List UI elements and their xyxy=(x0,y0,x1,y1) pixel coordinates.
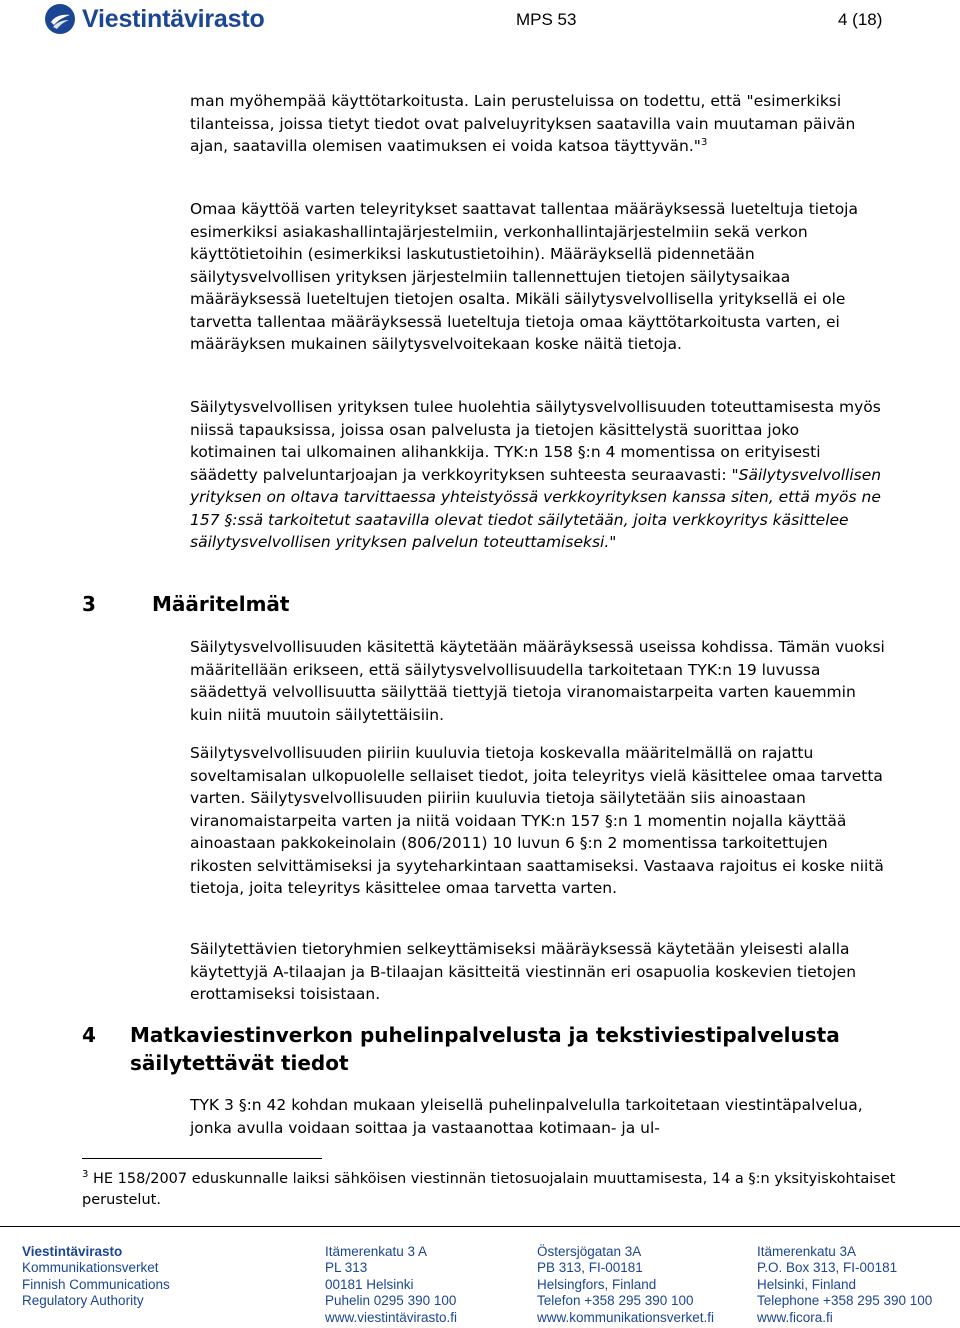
footer-agency-names xyxy=(22,1244,170,1310)
footer-line: Helsingfors, Finland xyxy=(537,1276,657,1292)
page-number: 4 (18) xyxy=(838,10,883,29)
paragraph-definition-3-text: Säilytettävien tietoryhmien selkeyttämiseksi määräyksessä käytetään yleisesti alalla käytettyjä A-tilaajan ja B-tilaajan käsitteitä viestinnän eri osapuolia koskevien tietojen erottamiseksi toisistaan. xyxy=(190,940,857,1003)
quote-continuation xyxy=(190,90,890,158)
paragraph-definition-1 xyxy=(190,636,890,726)
section-title: Määritelmät xyxy=(152,592,290,616)
footer-line: Regulatory Authority xyxy=(22,1293,144,1309)
footer-line: Telefon +358 295 390 100 xyxy=(537,1293,694,1309)
footer-line: Itämerenkatu 3A xyxy=(757,1244,857,1259)
footer-address-en xyxy=(757,1244,932,1326)
quote-continuation-text: man myöhempää käyttötarkoitusta. Lain perusteluissa on todettu, että "esimerkiksi tilanteissa, joissa tietyt tiedot ovat palveluyrityksen saatavilla vain muutaman päivän ajan, saatavilla olemisen vaatimuksen ei voida katsoa täyttyvän." xyxy=(190,92,856,155)
footer-link[interactable]: www.kommunikationsverket.fi xyxy=(537,1309,715,1325)
footer-address-fi xyxy=(325,1244,457,1326)
paragraph-definition-2 xyxy=(190,742,890,900)
footer-line: 00181 Helsinki xyxy=(325,1276,414,1292)
footer-line: Puhelin 0295 390 100 xyxy=(325,1293,457,1309)
section-4-heading xyxy=(82,1021,882,1077)
footer-address-sv xyxy=(537,1244,714,1326)
section-title: Matkaviestinverkon puhelinpalvelusta ja tekstiviestipalvelusta säilytettävät tiedot xyxy=(130,1023,840,1075)
footer-line: PB 313, FI-00181 xyxy=(537,1260,643,1276)
footer-line: Kommunikationsverket xyxy=(22,1260,159,1276)
footer-line: Itämerenkatu 3 A xyxy=(325,1244,428,1259)
paragraph-telephone-service xyxy=(190,1094,890,1139)
statute-quote: "Säilytysvelvollisen yrityksen on oltava tarvittaessa yhteistyössä verkkoyrityksen kanssa siten, että myös ne 157 §:ssä tarkoitetut saatavilla olevat tiedot säilytetään, joita verkkoyritys käsittelee säilytysvelvollisen yrityksen palvelun toteuttamiseksi." xyxy=(190,465,882,551)
footnote-ref: 3 xyxy=(700,136,708,148)
footer-line: P.O. Box 313, FI-00181 xyxy=(757,1260,898,1276)
logo xyxy=(44,2,265,36)
paragraph-definition-2-text: Säilytysvelvollisuuden piiriin kuuluvia tietoja koskevalla määritelmällä on rajattu soveltamisalan ulkopuolelle sellaiset tiedot, joita teleyritys vielä käsittelee omaa tarvetta varten. Säilytysvelvollisuuden piiriin kuuluvia tietoja säilytetään siis ainoastaan viranomaistarpeita varten ja niitä voidaan TYK:n 157 §:n 1 momentin nojalla käyttää ainoastaan pakkokeinolain (806/2011) 10 luvun 6 §:n 2 momentissa tarkoitettujen rikosten selvittämiseksi ja syyteharkintaan saattamiseksi. Vastaava rajoitus ei koske niitä tietoja, joita teleyritys käsittelee omaa tarvetta varten. xyxy=(190,744,884,897)
logo-text: Viestintävirasto xyxy=(82,4,265,33)
footer-divider xyxy=(0,1226,960,1227)
footer-line: Helsinki, Finland xyxy=(757,1276,857,1292)
paragraph-retention-text: Säilytysvelvollisen yrityksen tulee huolehtia säilytysvelvollisuuden toteuttamisesta myös niissä tapauksissa, joissa osan palvelusta ja tietojen käsittelystä suorittaa joko kotimainen tai ulkomainen alihankkija. TYK:n 158 §:n 4 momentissa on erityisesti säädetty palveluntarjoajan ja verkkoyrityksen suhteesta seuraavasti: xyxy=(190,398,881,484)
section-3-heading xyxy=(82,590,902,618)
paragraph-definition-3 xyxy=(190,938,890,1006)
document-id: MPS 53 xyxy=(516,10,577,29)
footer-line: Östersjögatan 3A xyxy=(537,1244,642,1259)
section-number: 4 xyxy=(82,1023,96,1047)
footnote-divider xyxy=(82,1158,322,1159)
paragraph-telephone-service-text: TYK 3 §:n 42 kohdan mukaan yleisellä puhelinpalvelulla tarkoitetaan viestintäpalvelua, jonka avulla voidaan soittaa ja vastaanottaa kotimaan- ja ul- xyxy=(190,1096,863,1137)
paragraph-own-use xyxy=(190,198,890,356)
paragraph-retention-duty xyxy=(190,396,890,554)
footer-line: Finnish Communications xyxy=(22,1276,170,1292)
footer-line: PL 313 xyxy=(325,1260,368,1276)
logo-emblem-icon xyxy=(44,3,76,35)
footer-link[interactable]: www.viestintävirasto.fi xyxy=(325,1309,458,1325)
footer-line: Viestintävirasto xyxy=(22,1244,123,1259)
paragraph-own-use-text: Omaa käyttöä varten teleyritykset saattavat tallentaa määräyksessä lueteltuja tietoja esimerkiksi asiakashallintajärjestelmiin, verkonhallintajärjestelmiin sekä verkon käyttötietoihin (esimerkiksi laskutustietoihin). Määräyksellä pidennetään säilytysvelvollisen yrityksen järjestelmiin tallennettujen tietojen säilytysaikaa määräyksessä lueteltujen tietojen osalta. Mikäli säilytysvelvollisella yrityksellä ei ole tarvetta tallentaa määräyksessä lueteltuja tietoja omaa käyttötarkoitusta varten, ei määräyksen mukainen säilytysvelvoitekaan koske näitä tietoja. xyxy=(190,200,858,353)
footer-line: Telephone +358 295 390 100 xyxy=(757,1293,933,1309)
paragraph-definition-1-text: Säilytysvelvollisuuden käsitettä käytetään määräyksessä useissa kohdissa. Tämän vuoksi määritellään erikseen, että säilytysvelvollisuudella tarkoitetaan TYK:n 19 luvussa säädettyä velvollisuutta säilyttää tiettyjä tietoja viranomaistarpeita varten kauemmin kuin niitä muutoin säilytettäisiin. xyxy=(190,638,885,724)
footnote-number: 3 xyxy=(82,1169,89,1181)
footnote-text: HE 158/2007 eduskunnalle laiksi sähköisen viestinnän tietosuojalain muuttamisesta, 14 a §:n yksityiskohtaiset perustelut. xyxy=(82,1171,896,1208)
footer-link[interactable]: www.ficora.fi xyxy=(757,1309,833,1325)
section-number: 3 xyxy=(82,592,96,616)
footnote xyxy=(82,1169,902,1211)
